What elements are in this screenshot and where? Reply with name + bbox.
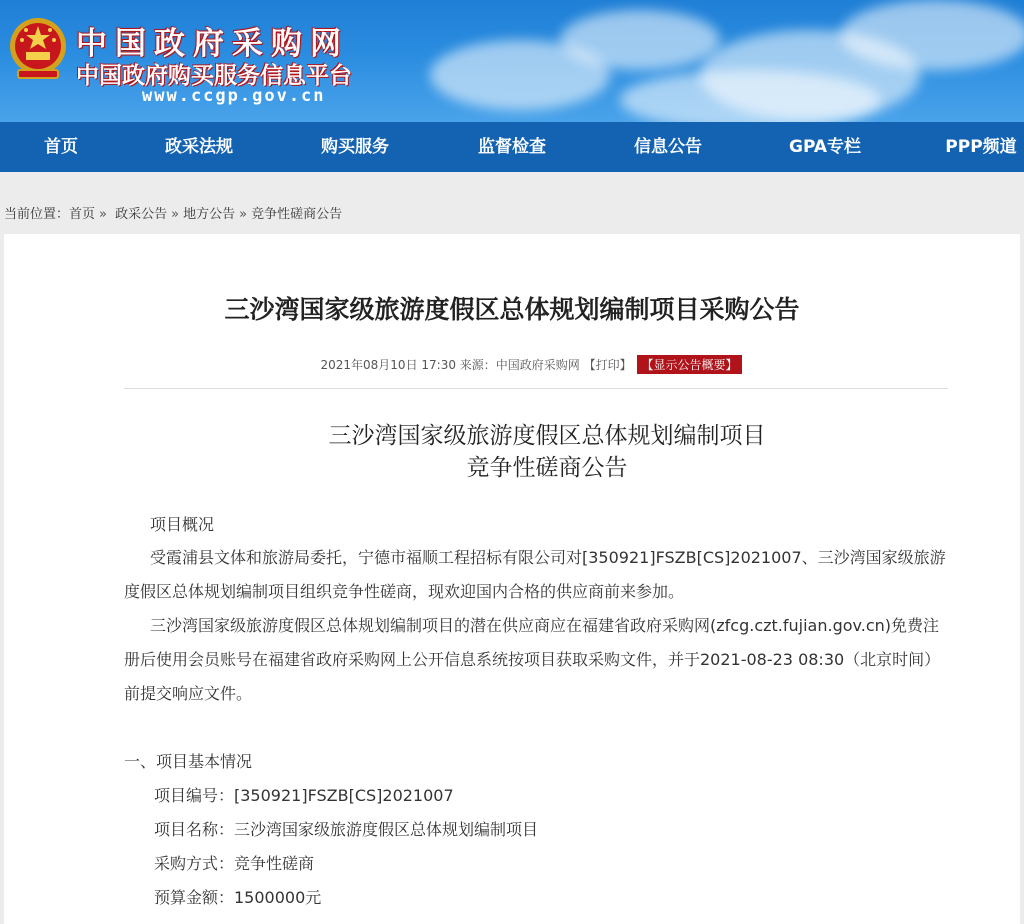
overview-heading: 项目概况	[150, 515, 215, 534]
budget-amount: 预算金额：1500000元	[154, 888, 322, 907]
nav-item-gpa[interactable]: GPA专栏	[788, 137, 861, 157]
project-name: 项目名称：三沙湾国家级旅游度假区总体规划编制项目	[154, 820, 539, 839]
site-url[interactable]: www.ccgp.gov.cn	[142, 86, 326, 106]
site-banner	[0, 0, 1024, 122]
breadcrumb	[4, 203, 342, 222]
overview-paragraph-2: 三沙湾国家级旅游度假区总体规划编制项目的潜在供应商应在福建省政府采购网(zfcg.czt.fujian.gov.cn)免费注册后使用会员账号在福建省政府采购网上公开信息系统按项目获取采购文件，并于2021-08-23 08:30（北京时间）前提交响应文件。	[124, 616, 941, 703]
national-emblem-icon	[6, 14, 70, 84]
article-meta	[0, 355, 1024, 374]
breadcrumb-home[interactable]: 首页	[69, 207, 96, 222]
document-title-line2: 竞争性磋商公告	[466, 455, 628, 481]
nav-item-home[interactable]: 首页	[44, 137, 78, 157]
page-title: 三沙湾国家级旅游度假区总体规划编制项目采购公告	[224, 295, 800, 324]
breadcrumb-announcements[interactable]: 政采公告	[115, 207, 168, 222]
nav-item-regulations[interactable]: 政采法规	[165, 137, 233, 157]
nav-item-purchase-services[interactable]: 购买服务	[321, 137, 389, 157]
breadcrumb-separator: »	[99, 207, 107, 222]
project-number: 项目编号：[350921]FSZB[CS]2021007	[154, 786, 454, 805]
main-nav	[0, 122, 1024, 172]
overview-paragraph-1: 受霞浦县文体和旅游局委托，宁德市福顺工程招标有限公司对[350921]FSZB[CS]2021007、三沙湾国家级旅游度假区总体规划编制项目组织竞争性磋商，现欢迎国内合格的供应商前来参加。	[124, 548, 946, 601]
print-link[interactable]: 【打印】	[583, 358, 632, 372]
document-title	[0, 420, 1024, 484]
article-source: 来源：中国政府采购网	[459, 358, 580, 372]
breadcrumb-prefix: 当前位置：	[4, 207, 70, 222]
purchase-method: 采购方式：竞争性磋商	[154, 854, 315, 873]
nav-item-announcements[interactable]: 信息公告	[634, 137, 702, 157]
show-summary-button[interactable]: 【显示公告概要】	[637, 355, 741, 374]
section1-heading: 一、项目基本情况	[124, 752, 253, 771]
breadcrumb-local[interactable]: 地方公告	[183, 207, 236, 222]
nav-item-supervision[interactable]: 监督检查	[478, 137, 546, 157]
breadcrumb-separator: »	[171, 207, 180, 222]
divider	[124, 388, 948, 389]
breadcrumb-separator: »	[239, 207, 248, 222]
site-subtitle: 中国政府购买服务信息平台	[76, 63, 352, 89]
nav-item-ppp[interactable]: PPP频道	[945, 137, 1017, 157]
site-name[interactable]: 中国政府采购网	[76, 26, 349, 62]
breadcrumb-competitive[interactable]: 竞争性磋商公告	[251, 207, 343, 222]
document-title-line1: 三沙湾国家级旅游度假区总体规划编制项目	[328, 423, 766, 449]
publish-date: 2021年08月10日 17:30	[320, 358, 456, 372]
